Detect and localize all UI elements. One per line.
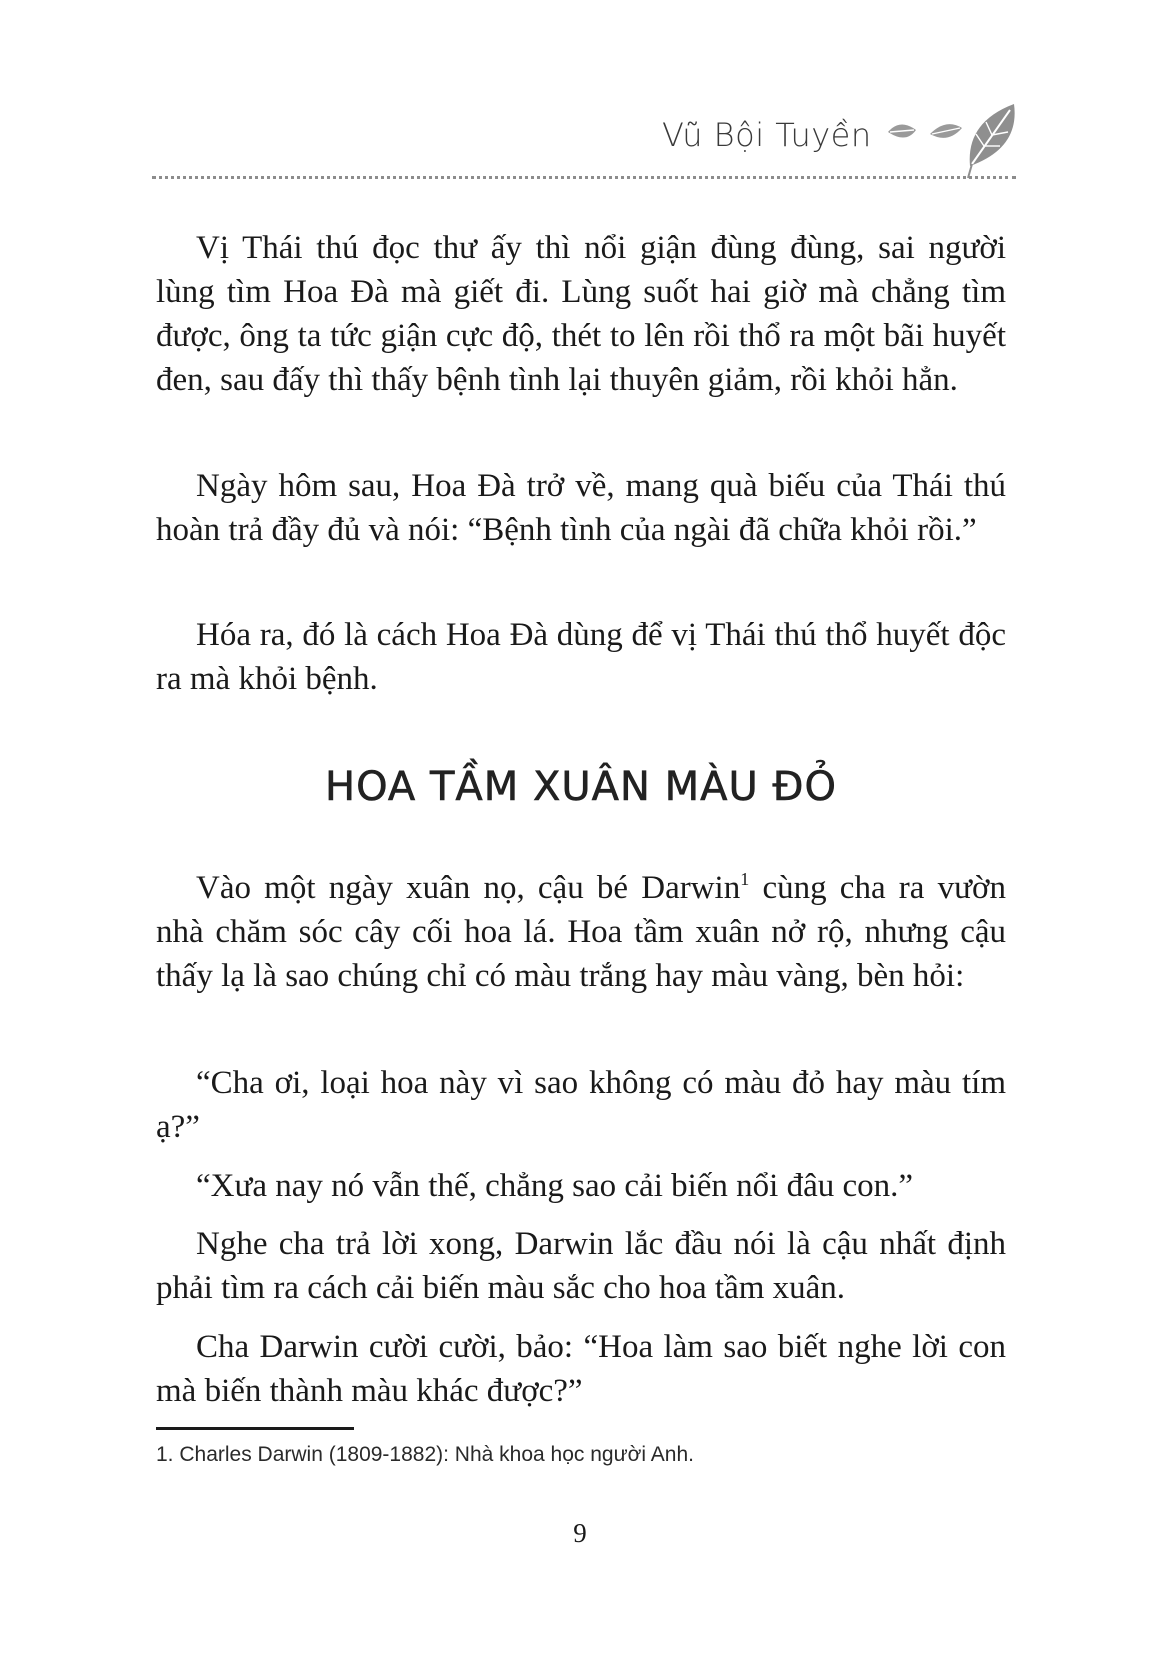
body-paragraph: Hóa ra, đó là cách Hoa Đà dùng để vị Thái thú thổ huyết độc ra mà khỏi bệnh. [156, 617, 1006, 697]
body-paragraph [156, 866, 1006, 998]
footnote: 1. Charles Darwin (1809-1882): Nhà khoa học người Anh. [156, 1443, 694, 1466]
footnote-reference: 1 [740, 869, 750, 889]
chapter-title: HOA TẦM XUÂN MÀU ĐỎ [325, 764, 837, 810]
body-paragraph: Vị Thái thú đọc thư ấy thì nổi giận đùng đùng, sai người lùng tìm Hoa Đà mà giết đi. Lùng suốt hai giờ mà chẳng tìm được, ông ta tức giận cực độ, thét to lên rồi thổ ra một bãi huyết đen, sau đấy thì thấy bệnh tình lại thuyên giảm, rồi khỏi hẳn. [156, 230, 1006, 398]
body-paragraph: Ngày hôm sau, Hoa Đà trở về, mang quà biếu của Thái thú hoàn trả đầy đủ và nói: “Bệnh tình của ngài đã chữa khỏi rồi.” [156, 468, 1006, 548]
header-author: Vũ Bội Tuyền [662, 116, 872, 154]
body-paragraph: Nghe cha trả lời xong, Darwin lắc đầu nói là cậu nhất định phải tìm ra cách cải biến màu sắc cho hoa tầm xuân. [156, 1226, 1006, 1306]
footnote-divider [156, 1427, 354, 1430]
paragraph-text: Vào một ngày xuân nọ, cậu bé Darwin [196, 870, 741, 906]
header-divider [152, 176, 1016, 179]
page-number: 9 [573, 1518, 587, 1548]
body-paragraph: “Xưa nay nó vẫn thế, chẳng sao cải biến nổi đâu con.” [196, 1168, 914, 1204]
leaves-ornament-icon [888, 100, 1028, 180]
body-paragraph: Cha Darwin cười cười, bảo: “Hoa làm sao biết nghe lời con mà biến thành màu khác được?” [156, 1329, 1006, 1409]
body-paragraph: “Cha ơi, loại hoa này vì sao không có màu đỏ hay màu tím ạ?” [156, 1065, 1006, 1145]
paragraph-text: cùng cha ra vườn nhà chăm sóc cây cối hoa lá. Hoa tầm xuân nở rộ, nhưng cậu thấy lạ là sao chúng chỉ có màu trắng hay màu vàng, bèn hỏi: [156, 870, 1006, 994]
